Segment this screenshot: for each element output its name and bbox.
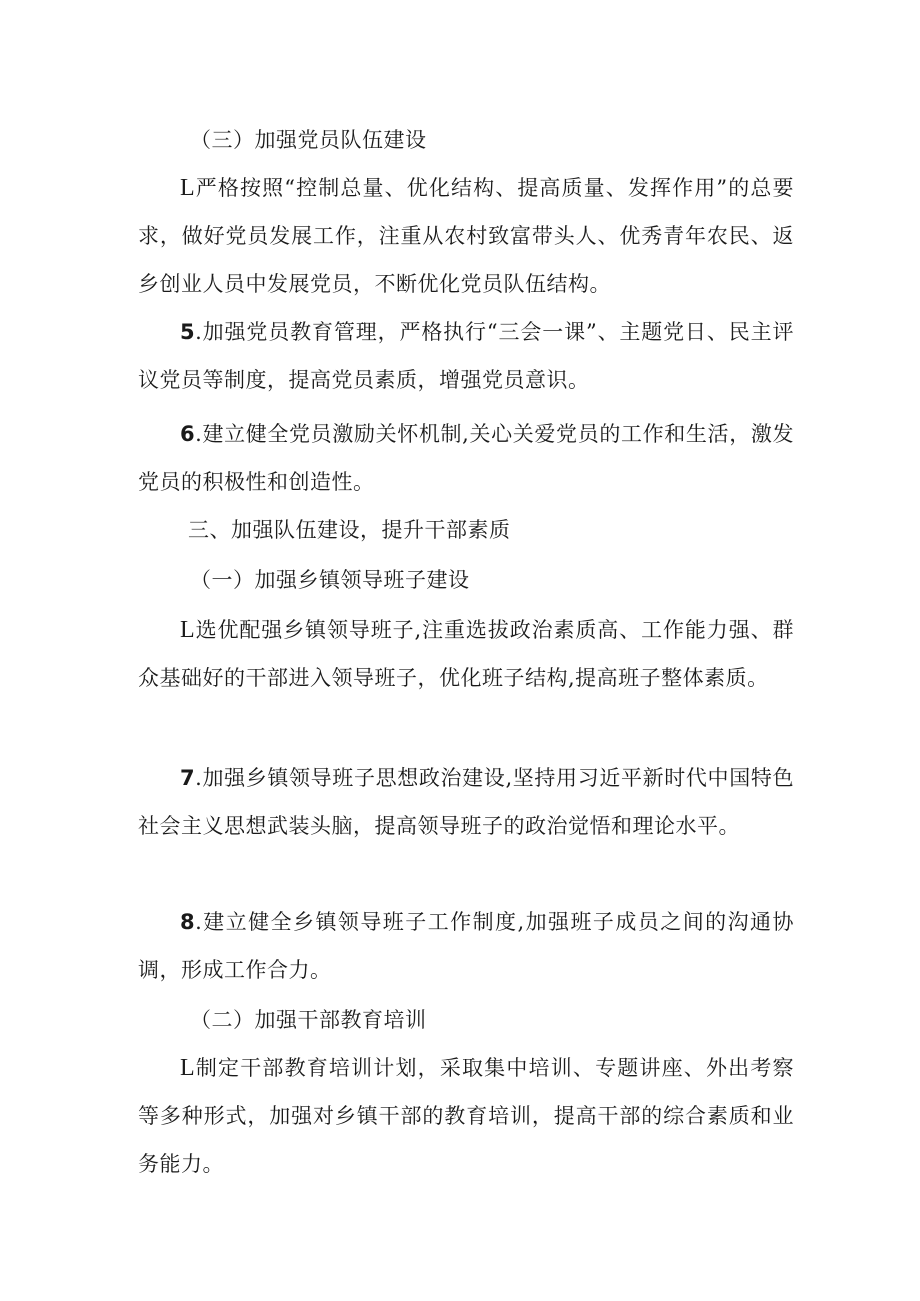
subheading-text: （三）加强党员队伍建设 xyxy=(190,128,427,152)
paragraph-leadership-selection xyxy=(138,606,794,702)
paragraph-member-incentive xyxy=(138,410,794,506)
item-number: 6 xyxy=(180,422,196,446)
list-marker: L xyxy=(180,175,196,201)
paragraph-text: 严格按照“控制总量、优化结构、提高质量、发挥作用”的总要求，做好党员发展工作，注重从农村致富带头人、优秀青年农民、返乡创业人员中发展党员，不断优化党员队伍结构。 xyxy=(138,176,794,296)
paragraph-text: .建立健全乡镇领导班子工作制度,加强班子成员之间的沟通协调，形成工作合力。 xyxy=(138,910,794,982)
paragraph-text: 选优配强乡镇领导班子,注重选拔政治素质高、工作能力强、群众基础好的干部进入领导班子，优化班子结构,提高班子整体素质。 xyxy=(138,618,794,690)
item-number: 5 xyxy=(180,320,196,344)
section-heading-text: 三、加强队伍建设，提升干部素质 xyxy=(188,518,511,542)
item-number: 8 xyxy=(180,910,196,934)
paragraph-leadership-ideology xyxy=(138,754,794,850)
paragraph-text: 制定干部教育培训计划，采取集中培训、专题讲座、外出考察等多种形式，加强对乡镇干部的教育培训，提高干部的综合素质和业务能力。 xyxy=(138,1056,794,1176)
subheading-party-member-team xyxy=(190,116,427,164)
item-number: 7 xyxy=(180,766,196,790)
subheading-text: （一）加强乡镇领导班子建设 xyxy=(190,568,470,592)
subheading-township-leadership xyxy=(190,556,470,604)
paragraph-training-plan xyxy=(138,1044,794,1188)
paragraph-text: .加强乡镇领导班子思想政治建设,坚持用习近平新时代中国特色社会主义思想武装头脑，提高领导班子的政治觉悟和理论水平。 xyxy=(138,766,794,838)
paragraph-text: .加强党员教育管理，严格执行“三会一课”、主题党日、民主评议党员等制度，提高党员素质，增强党员意识。 xyxy=(138,320,794,392)
list-marker: L xyxy=(180,617,196,643)
subheading-cadre-training xyxy=(190,996,427,1044)
list-marker: L xyxy=(180,1055,196,1081)
subheading-text: （二）加强干部教育培训 xyxy=(190,1008,427,1032)
paragraph-text: .建立健全党员激励关怀机制,关心关爱党员的工作和生活，激发党员的积极性和创造性。 xyxy=(138,422,794,494)
section-heading-team-building xyxy=(188,506,511,554)
paragraph-member-development xyxy=(138,164,794,308)
paragraph-leadership-rules xyxy=(138,898,794,994)
paragraph-member-education xyxy=(138,308,794,404)
